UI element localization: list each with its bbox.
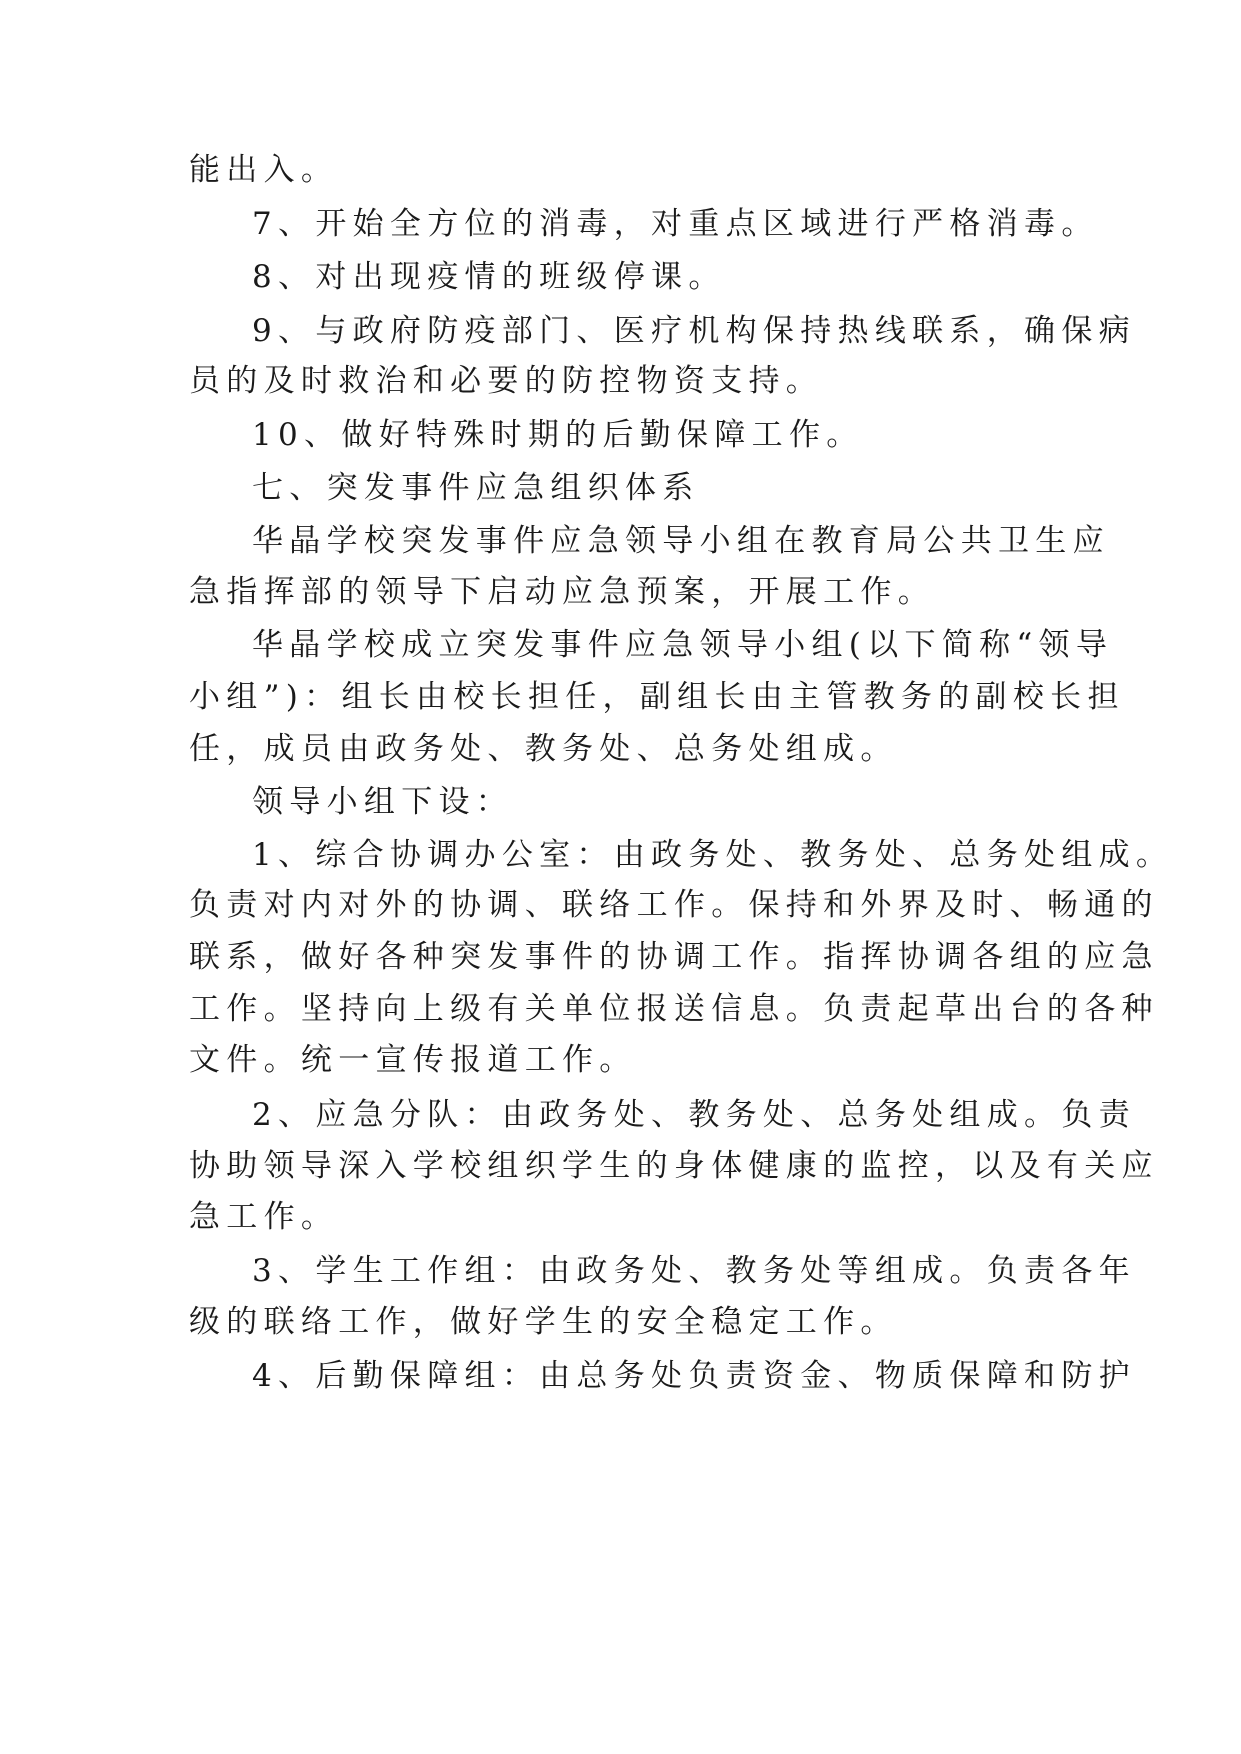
text-line: 工作。坚持向上级有关单位报送信息。负责起草出台的各种 <box>189 991 1159 1027</box>
text-line: 负责对内对外的协调、联络工作。保持和外界及时、畅通的 <box>189 887 1159 923</box>
text-line: 7、开始全方位的消毒，对重点区域进行严格消毒。 <box>252 206 1099 242</box>
text-line: 员的及时救治和必要的防控物资支持。 <box>189 363 824 399</box>
text-line: 9、与政府防疫部门、医疗机构保持热线联系，确保病 <box>252 313 1136 349</box>
text-line: 3、学生工作组：由政务处、教务处等组成。负责各年 <box>252 1253 1136 1289</box>
text-line: 10、做好特殊时期的后勤保障工作。 <box>252 417 864 453</box>
text-line: 华晶学校成立突发事件应急领导小组(以下简称“领导 <box>252 627 1114 663</box>
text-line: 小组”)：组长由校长担任，副组长由主管教务的副校长担 <box>189 679 1125 715</box>
text-line: 8、对出现疫情的班级停课。 <box>252 259 726 295</box>
section-heading: 七、突发事件应急组织体系 <box>252 470 700 506</box>
text-line: 协助领导深入学校组织学生的身体健康的监控，以及有关应 <box>189 1148 1159 1184</box>
text-line: 联系，做好各种突发事件的协调工作。指挥协调各组的应急 <box>189 939 1159 975</box>
text-line: 华晶学校突发事件应急领导小组在教育局公共卫生应 <box>252 523 1110 559</box>
text-line: 1、综合协调办公室：由政务处、教务处、总务处组成。 <box>252 837 1174 873</box>
text-line: 急工作。 <box>189 1199 339 1235</box>
text-line: 级的联络工作，做好学生的安全稳定工作。 <box>189 1304 898 1340</box>
text-line: 文件。统一宣传报道工作。 <box>189 1042 637 1078</box>
text-line: 4、后勤保障组：由总务处负责资金、物质保障和防护 <box>252 1358 1136 1394</box>
text-line: 领导小组下设： <box>252 784 514 820</box>
text-line: 能出入。 <box>189 152 339 188</box>
text-line: 急指挥部的领导下启动应急预案，开展工作。 <box>189 574 935 610</box>
text-line: 任，成员由政务处、教务处、总务处组成。 <box>189 731 898 767</box>
text-line: 2、应急分队：由政务处、教务处、总务处组成。负责 <box>252 1097 1136 1133</box>
